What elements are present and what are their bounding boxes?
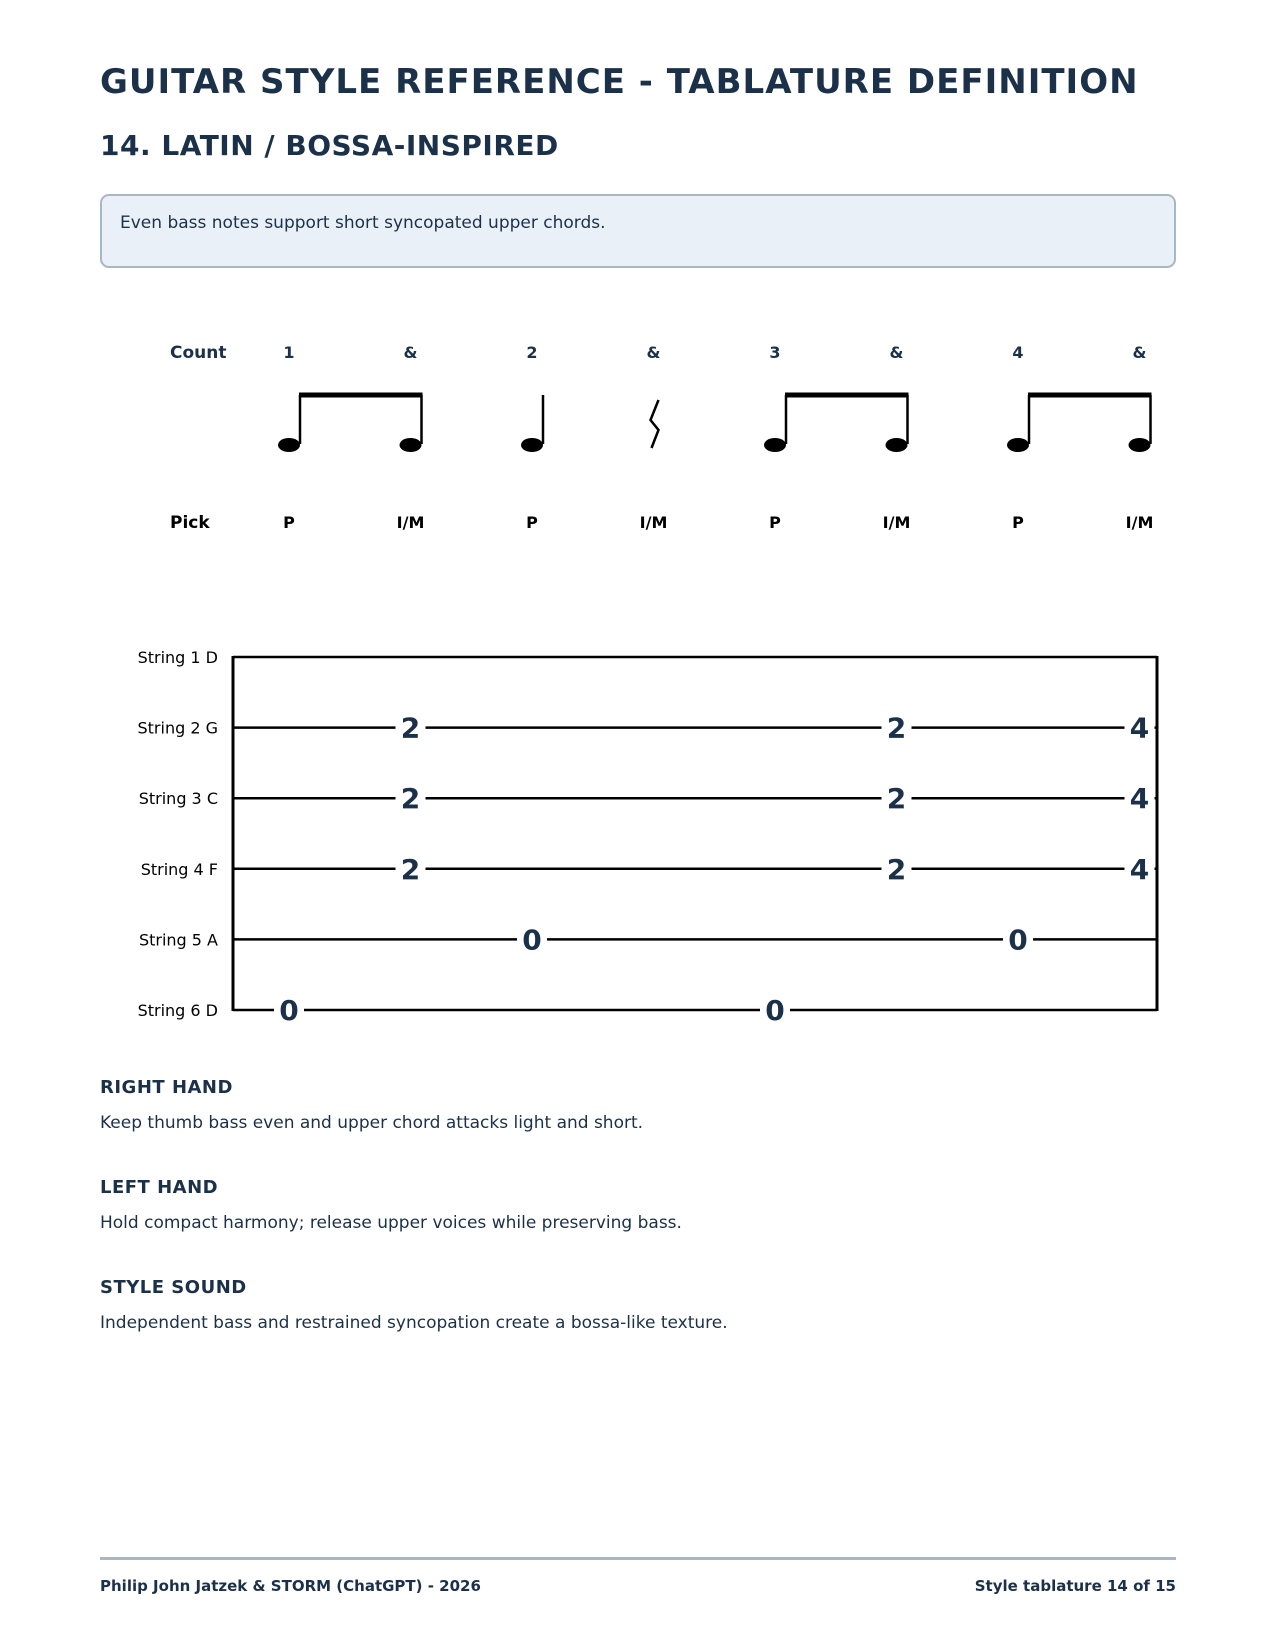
left-hand-heading: LEFT HAND — [100, 1177, 219, 1198]
footer-divider — [100, 1557, 1176, 1560]
right-hand-heading: RIGHT HAND — [100, 1077, 233, 1098]
count-1: 1 — [283, 343, 295, 362]
footer-page-indicator: Style tablature 14 of 15 — [974, 1577, 1176, 1595]
fret-number: 0 — [765, 994, 785, 1027]
pick-6: I/M — [882, 513, 911, 532]
fret-number: 2 — [886, 711, 907, 745]
pick-4: I/M — [639, 513, 668, 532]
page-title: GUITAR STYLE REFERENCE - TABLATURE DEFINITION — [100, 62, 1139, 102]
section-title: 14. LATIN / BOSSA-INSPIRED — [100, 129, 559, 162]
pick-8: I/M — [1125, 513, 1154, 532]
string-label-5: String 5 A — [138, 930, 218, 950]
count-3: 2 — [526, 343, 538, 362]
fret-number: 4 — [1129, 711, 1150, 745]
style-note-text: Even bass notes support short syncopated upper chords. — [120, 213, 606, 233]
right-hand-text: Keep thumb bass even and upper chord attacks light and short. — [100, 1113, 644, 1133]
fret-number: 2 — [400, 782, 421, 816]
count-label: Count — [170, 343, 227, 363]
string-label-1: String 1 D — [137, 648, 218, 667]
string-label-6: String 6 D — [137, 1001, 218, 1020]
fret-number: 2 — [400, 852, 421, 886]
pick-5: P — [769, 513, 781, 532]
pick-label: Pick — [170, 513, 210, 533]
count-7: 4 — [1012, 343, 1024, 362]
count-6: & — [889, 343, 904, 362]
pick-3: P — [526, 513, 538, 532]
fret-number: 2 — [886, 782, 907, 816]
fret-number: 4 — [1129, 782, 1150, 816]
fret-number: 4 — [1129, 852, 1150, 886]
count-2: & — [403, 343, 418, 362]
fret-number: 2 — [886, 852, 907, 886]
pick-7: P — [1012, 513, 1024, 532]
count-4: & — [646, 343, 661, 362]
style-sound-heading: STYLE SOUND — [100, 1277, 247, 1298]
fret-number: 0 — [1008, 923, 1028, 957]
footer-credit: Philip John Jatzek & STORM (ChatGPT) - 2026 — [100, 1577, 481, 1595]
string-label-3: String 3 C — [138, 789, 218, 809]
pick-1: P — [283, 513, 295, 532]
style-sound-text: Independent bass and restrained syncopation create a bossa-like texture. — [100, 1313, 728, 1333]
count-5: 3 — [769, 343, 781, 362]
pick-2: I/M — [396, 513, 425, 532]
fret-number: 0 — [522, 923, 542, 957]
fret-number: 2 — [400, 711, 421, 745]
count-8: & — [1132, 343, 1147, 362]
left-hand-text: Hold compact harmony; release upper voices while preserving bass. — [100, 1213, 682, 1233]
string-label-4: String 4 F — [140, 859, 218, 879]
string-label-2: String 2 G — [137, 718, 218, 738]
fret-number: 0 — [279, 994, 299, 1027]
